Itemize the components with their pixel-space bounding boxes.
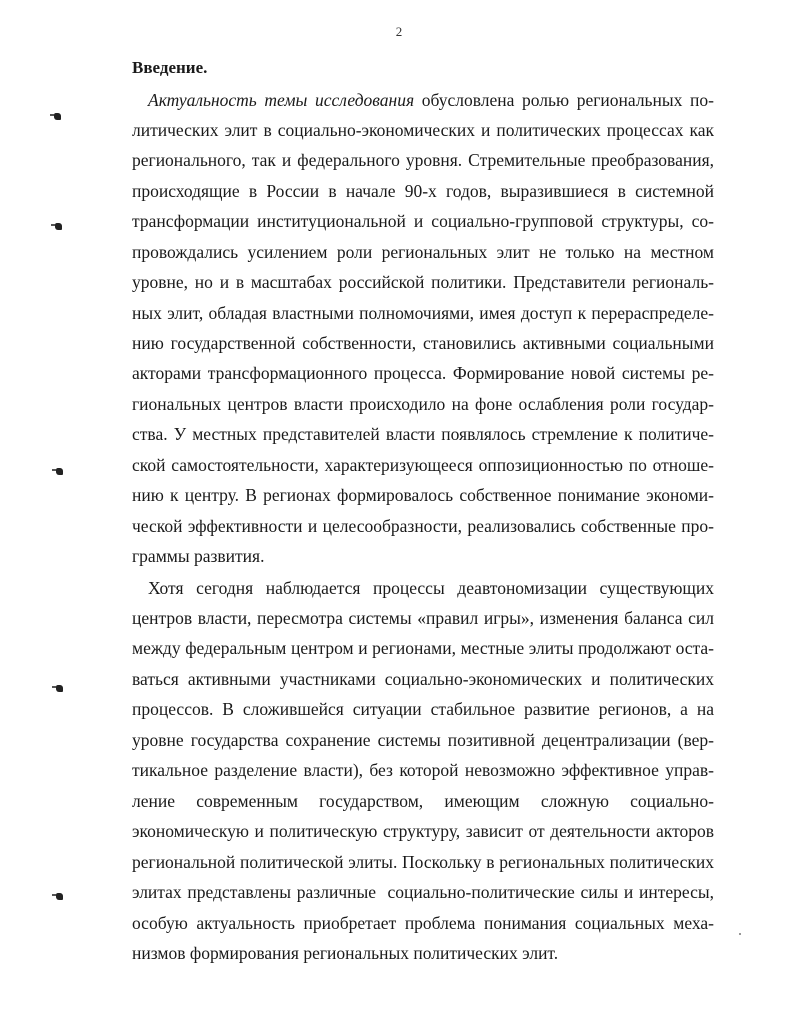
text-line: граммы развития. xyxy=(132,546,265,566)
text-line: акторами трансформационного процесса. Формирование новой системы ре- xyxy=(132,363,714,383)
text-line: ных элит, обладая властными полномочиями, имея доступ к перераспределе- xyxy=(132,303,714,323)
text-line: провождались усилением роли региональных элит не только на местном xyxy=(132,242,714,262)
text-line: между федеральным центром и регионами, местные элиты продолжают оста- xyxy=(132,638,714,658)
binding-hole-mark xyxy=(55,223,62,230)
text-line: литических элит в социально-экономических и политических процессах как xyxy=(132,120,714,140)
text-line: Хотя сегодня наблюдается процессы деавтономизации существующих xyxy=(148,578,714,598)
binding-hole-mark xyxy=(56,685,63,692)
text-line: элитах представлены различные социально-политические силы и интересы, xyxy=(132,882,714,902)
text-line: тикальное разделение власти), без которой невозможно эффективное управ- xyxy=(132,760,714,780)
text-line: нию к центру. В регионах формировалось собственное понимание экономи- xyxy=(132,485,714,505)
paragraph-1-line-1 xyxy=(148,90,714,110)
text-line: ской самостоятельности, характеризующееся оппозиционностью по отноше- xyxy=(132,455,714,475)
text-line: ление современным государством, имеющим сложную социально- xyxy=(132,791,714,811)
text-line: регионального, так и федерального уровня. Стремительные преобразования, xyxy=(132,150,714,170)
text-line: ческой эффективности и целесообразности, реализовались собственные про- xyxy=(132,516,714,536)
text-line: низмов формирования региональных политических элит. xyxy=(132,943,559,963)
lead-rest: обусловлена ролью региональных по- xyxy=(414,90,714,110)
text-line: ства. У местных представителей власти появлялось стремление к политиче- xyxy=(132,424,714,444)
text-line: региональной политической элиты. Поскольку в региональных политических xyxy=(132,852,714,872)
text-line: уровне, но и в масштабах российской политики. Представители региональ- xyxy=(132,272,714,292)
scan-speck xyxy=(739,933,741,935)
page-number: 2 xyxy=(395,24,403,39)
binding-hole-mark xyxy=(56,893,63,900)
binding-hole-mark xyxy=(54,113,61,120)
text-line: гиональных центров власти происходило на фоне ослабления роли государ- xyxy=(132,394,714,414)
section-heading: Введение. xyxy=(132,58,208,77)
text-line: трансформации институциональной и социально-групповой структуры, со- xyxy=(132,211,714,231)
italic-lead: Актуальность темы исследования xyxy=(148,90,415,110)
binding-hole-mark xyxy=(56,468,63,475)
text-line: особую актуальность приобретает проблема понимания социальных меха- xyxy=(132,913,714,933)
text-line: центров власти, пересмотра системы «правил игры», изменения баланса сил xyxy=(132,608,714,628)
text-line: происходящие в России в начале 90-х годов, выразившиеся в системной xyxy=(132,181,714,201)
text-line: нию государственной собственности, становились активными социальными xyxy=(132,333,714,353)
text-line: экономическую и политическую структуру, зависит от деятельности акторов xyxy=(132,821,714,841)
text-line: процессов. В сложившейся ситуации стабильное развитие регионов, а на xyxy=(132,699,714,719)
text-line: уровне государства сохранение системы позитивной децентрализации (вер- xyxy=(132,730,714,750)
text-line: ваться активными участниками социально-экономических и политических xyxy=(132,669,714,689)
